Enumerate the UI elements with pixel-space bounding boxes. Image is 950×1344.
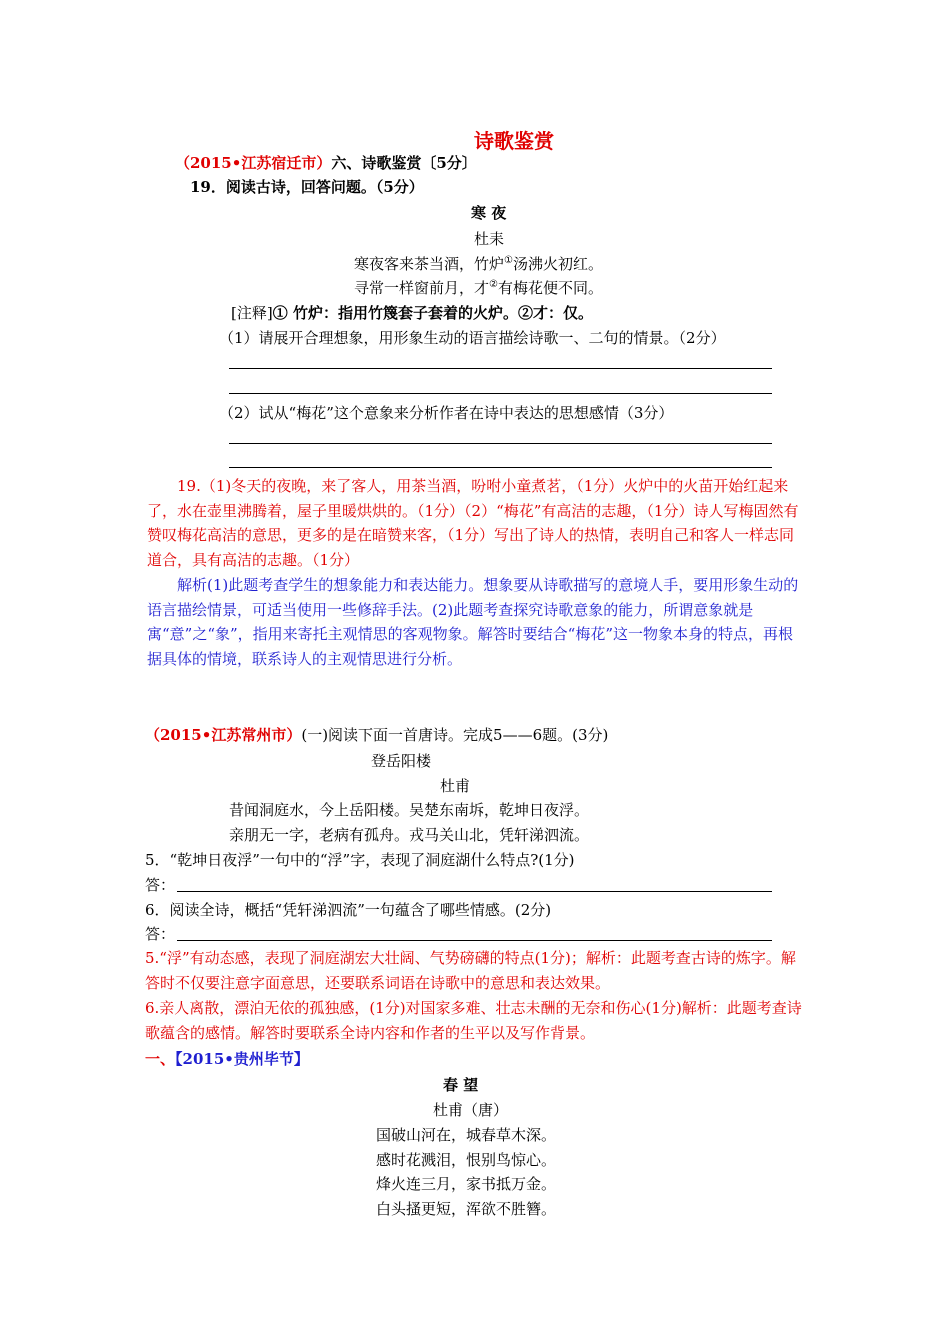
poem1-line-2b: 有梅花便不同。	[497, 279, 603, 297]
subquestion-2: （2）试从“梅花”这个意象来分析作者在诗中表达的思想感情（3分）	[219, 404, 674, 422]
page-title: 诗歌鉴赏	[474, 129, 554, 153]
poem2-line-1: 昔闻洞庭水，今上岳阳楼。吴楚东南坼，乾坤日夜浮。	[229, 801, 590, 819]
answer-line	[229, 467, 772, 468]
answer-line	[229, 393, 772, 394]
poem3-line-2: 感时花溅泪，恨别鸟惊心。	[376, 1151, 557, 1169]
poem2-author: 杜甫	[440, 777, 471, 795]
poem3-line-1: 国破山河在，城春草木深。	[376, 1126, 557, 1144]
section2-heading: (一)阅读下面一首唐诗。完成5——6题。(3分)	[301, 726, 609, 744]
footnote-marker-2: ②	[489, 279, 498, 290]
section3-prefix: 一、	[145, 1050, 176, 1068]
answer-6: 6.亲人离散，漂泊无依的孤独感，(1分)对国家多难、壮志未酬的无奈和伤心(1分)解析：此题考查诗歌蕴含的感情。解答时要联系全诗内容和作者的生平以及写作背景。	[145, 999, 802, 1042]
poem1-line-1a: 寒夜客来茶当酒，竹炉	[354, 255, 505, 273]
section1-heading: 六、诗歌鉴赏〔5分〕	[331, 154, 477, 172]
answer-label-5: 答：	[145, 876, 176, 894]
answer-line	[229, 368, 772, 369]
question-19: 19．阅读古诗，回答问题。（5分）	[190, 178, 424, 196]
answer-line	[177, 891, 772, 892]
answer-label-6: 答：	[145, 925, 176, 943]
analysis-19: 解析(1)此题考查学生的想象能力和表达能力。想象要从诗歌描写的意境人手，要用形象生动的语言描绘情景，可适当使用一些修辞手法。(2)此题考查探究诗歌意象的能力，所谓意象就是寓“意”之“象”，指用来寄托主观情思的客观物象。解答时要结合“梅花”这一物象本身的特点，再根据具体的情境，联系诗人的主观情思进行分析。	[147, 576, 799, 668]
answer-line	[229, 443, 772, 444]
subquestion-1: （1）请展开合理想象，用形象生动的语言描绘诗歌一、二句的情景。（2分）	[219, 329, 726, 347]
note-prefix: [注释]	[231, 304, 273, 322]
section2-header	[145, 724, 608, 746]
poem2-title: 登岳阳楼	[371, 752, 432, 770]
section2-source: （2015•江苏常州市）	[145, 726, 302, 744]
poem1-line-1b: 汤沸火初红。	[512, 255, 603, 273]
poem3-title: 春 望	[443, 1076, 479, 1094]
section1-header	[175, 152, 477, 174]
question-6: 6．阅读全诗，概括“凭轩涕泗流”一句蕴含了哪些情感。(2分)	[145, 901, 552, 919]
poem1-note	[231, 302, 593, 324]
section3-source: 【2015•贵州毕节】	[175, 1050, 309, 1068]
answer-5: 5.“浮”有动态感，表现了洞庭湖宏大壮阔、气势磅礴的特点(1分)；解析：此题考查古诗的炼字。解答时不仅要注意字面意思，还要联系词语在诗歌中的意思和表达效果。	[145, 949, 796, 992]
poem1-line-2	[354, 277, 603, 299]
poem1-author: 杜耒	[474, 230, 505, 248]
poem1-line-1	[354, 253, 603, 275]
footnote-marker-1: ①	[504, 255, 513, 266]
section3-header	[145, 1048, 309, 1070]
section1-source: （2015•江苏宿迁市）	[175, 154, 332, 172]
note-body: ① 竹炉：指用竹篾套子套着的火炉。②才：仅。	[272, 304, 593, 322]
poem1-line-2a: 寻常一样窗前月，才	[354, 279, 490, 297]
poem2-line-2: 亲朋无一字，老病有孤舟。戎马关山北，凭轩涕泗流。	[229, 826, 590, 844]
question-5: 5．“乾坤日夜浮”一句中的“浮”字，表现了洞庭湖什么特点?(1分)	[145, 851, 575, 869]
answer-19: 19.（1)冬天的夜晚，来了客人，用茶当酒，吩咐小童煮茗，（1分）火炉中的火苗开始红起来了，水在壶里沸腾着，屋子里暖烘烘的。（1分）（2）“梅花”有高洁的志趣，（1分）诗人写梅固然有赞叹梅花高洁的意思，更多的是在暗赞来客，（1分）写出了诗人的热情，表明自己和客人一样志同道合，具有高洁的志趣。（1分）	[147, 477, 799, 569]
poem1-title: 寒 夜	[471, 204, 507, 222]
poem3-line-3: 烽火连三月，家书抵万金。	[376, 1175, 557, 1193]
poem3-author: 杜甫（唐）	[433, 1101, 509, 1119]
answer-line	[177, 940, 772, 941]
poem3-line-4: 白头搔更短，浑欲不胜簪。	[376, 1200, 557, 1218]
